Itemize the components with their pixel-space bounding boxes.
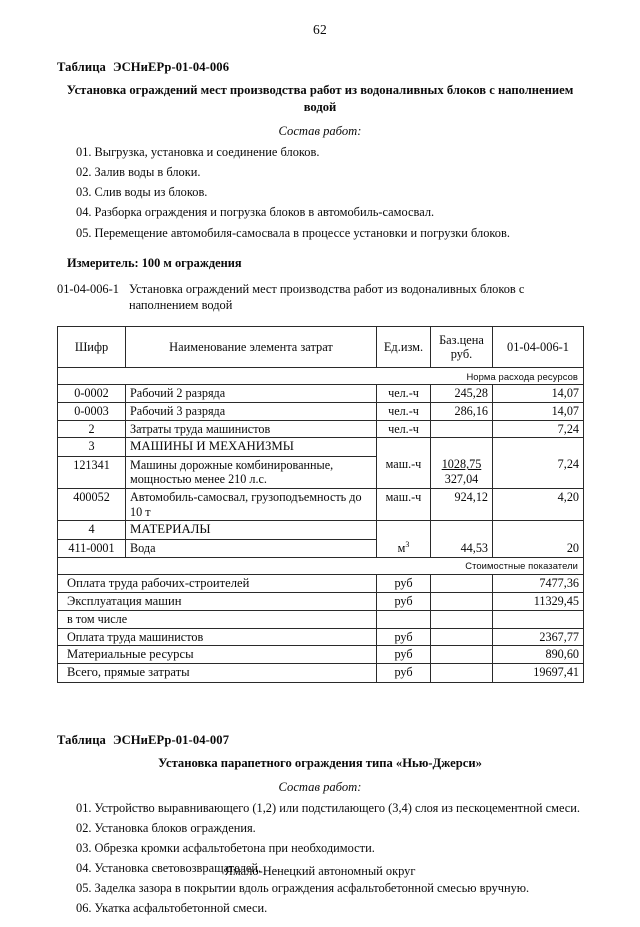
- cost-label: Материальные ресурсы: [58, 646, 377, 664]
- work-item: [76, 166, 583, 180]
- col-header-name: Наименование элемента затрат: [126, 327, 377, 368]
- work-number: 03.: [76, 185, 92, 200]
- cost-empty-cell: [431, 592, 493, 610]
- cell-unit: маш.-ч: [377, 489, 431, 521]
- cost-label: Оплата труда машинистов: [58, 628, 377, 646]
- cell-value: 14,07: [493, 385, 584, 403]
- cell-shifr: 411-0001: [58, 539, 126, 557]
- work-text: Установка блоков ограждения.: [94, 820, 256, 835]
- table-caption-2: [57, 733, 583, 748]
- work-text: Перемещение автомобиля-самосвала в процессе установки и погрузки блоков.: [94, 225, 510, 240]
- section-esnierr-01-04-007: [57, 733, 583, 916]
- work-number: 03.: [76, 840, 92, 855]
- cell-value: 7,24: [493, 420, 584, 438]
- cell-name: Рабочий 2 разряда: [126, 385, 377, 403]
- table-row: [58, 385, 584, 403]
- cost-row: [58, 592, 584, 610]
- band-row-cost: [58, 557, 584, 574]
- sostav-rabot-label-2: Состав работ:: [278, 779, 362, 794]
- work-item: [76, 227, 583, 241]
- cell-value: 7,24: [493, 456, 584, 488]
- work-text: Выгрузка, установка и соединение блоков.: [94, 145, 320, 159]
- work-text: Залив воды в блоки.: [94, 165, 201, 180]
- cell-unit: маш.-ч: [377, 456, 431, 488]
- col-header-price-line1: Баз.цена: [439, 332, 484, 347]
- cell-price: [431, 420, 493, 438]
- table-row: [58, 539, 584, 557]
- col-header-unit: Ед.изм.: [377, 327, 431, 368]
- table-row-section-header: [58, 438, 584, 456]
- cell-shifr: 0-0003: [58, 403, 126, 421]
- work-item: [76, 146, 583, 160]
- cost-empty-cell: [431, 646, 493, 664]
- document-page: [0, 22, 640, 927]
- cost-empty-cell: [431, 611, 493, 629]
- cell-name: Машины дорожные комбинированные, мощностью менее 210 л.с.: [126, 456, 377, 488]
- cell-shifr: 2: [58, 420, 126, 438]
- cell-name: МАТЕРИАЛЫ: [126, 521, 377, 539]
- norm-code: 01-04-006-1: [57, 282, 119, 297]
- table-caption-1: [57, 60, 583, 75]
- rates-table: [57, 326, 584, 682]
- cost-row: [58, 664, 584, 682]
- table-header-row: [58, 327, 584, 368]
- cell-unit: чел.-ч: [377, 403, 431, 421]
- band-label-cost: Стоимостные показатели: [58, 557, 584, 574]
- cost-value: 890,60: [493, 646, 584, 664]
- work-text: Заделка зазора в покрытии вдоль ограждения асфальтобетонной смесью вручную.: [94, 881, 530, 896]
- col-header-value: 01-04-006-1: [493, 327, 584, 368]
- cell-shifr: 121341: [58, 456, 126, 488]
- cost-row: [58, 574, 584, 592]
- cell-shifr: 3: [58, 438, 126, 456]
- work-number: 02.: [76, 165, 92, 180]
- sostav-rabot-label-1: Состав работ:: [278, 124, 362, 138]
- cost-empty-cell: [431, 664, 493, 682]
- cost-label: в том числе: [58, 611, 377, 629]
- cell-price-secondary: 327,04: [444, 471, 479, 486]
- work-number: 06.: [76, 901, 92, 916]
- cost-empty-cell: [431, 574, 493, 592]
- table-code-1: ЭСНиЕРр-01-04-006: [112, 60, 230, 74]
- band-label-resources: Норма расхода ресурсов: [58, 368, 584, 385]
- cell-unit: чел.-ч: [377, 420, 431, 438]
- rates-table-head: [58, 327, 584, 368]
- cell-shifr: 4: [58, 521, 126, 539]
- work-text: Разборка ограждения и погрузка блоков в автомобиль-самосвал.: [94, 205, 435, 220]
- cell-value: [493, 521, 584, 539]
- col-header-price: [431, 327, 493, 368]
- norm-line-1: [57, 281, 583, 313]
- cell-price: [431, 521, 493, 539]
- rates-table-body: [58, 368, 584, 682]
- cost-unit: руб: [377, 592, 431, 610]
- cost-unit: руб: [377, 628, 431, 646]
- cell-unit: $м^3$: [377, 539, 431, 557]
- izmeritel-label-1: Измеритель: 100 м ограждения: [67, 256, 242, 271]
- work-number: 04.: [76, 205, 92, 220]
- work-item: [76, 882, 583, 896]
- cell-price: 44,53: [431, 539, 493, 557]
- cell-name: Автомобиль-самосвал, грузоподъемность до 10 т: [126, 489, 377, 521]
- table-row: [58, 489, 584, 521]
- works-list-2: [57, 802, 583, 916]
- cell-name: Рабочий 3 разряда: [126, 403, 377, 421]
- cell-price: 245,28: [431, 385, 493, 403]
- cell-name: МАШИНЫ И МЕХАНИЗМЫ: [126, 438, 377, 456]
- cost-empty-cell: [431, 628, 493, 646]
- work-number: 01.: [76, 145, 92, 159]
- cell-value: 4,20: [493, 489, 584, 521]
- cell-price-primary: 1028,75: [441, 457, 482, 472]
- cell-value: 14,07: [493, 403, 584, 421]
- cell-name: Вода: [126, 539, 377, 557]
- table-title-1: Установка ограждений мест производства работ из водоналивных блоков с наполнением водой: [66, 83, 574, 114]
- work-text: Слив воды из блоков.: [94, 185, 208, 200]
- cost-unit: руб: [377, 664, 431, 682]
- work-text: Установка световозвращателей.: [94, 860, 262, 875]
- table-title-2: Установка парапетного ограждения типа «Нью-Джерси»: [158, 755, 482, 770]
- cost-unit: руб: [377, 574, 431, 592]
- cost-unit: [377, 611, 431, 629]
- cost-label: Эксплуатация машин: [58, 592, 377, 610]
- footer-region: Ямало-Ненецкий автономный округ: [224, 864, 416, 878]
- cost-row: [58, 611, 584, 629]
- work-item: [76, 802, 583, 816]
- work-text: Обрезка кромки асфальтобетона при необходимости.: [94, 840, 375, 855]
- cell-unit: чел.-ч: [377, 385, 431, 403]
- work-number: 04.: [76, 860, 92, 875]
- table-code-2: ЭСНиЕРр-01-04-007: [112, 732, 230, 747]
- cell-unit: [377, 438, 431, 456]
- section-esnierr-01-04-006: [57, 60, 583, 683]
- col-header-shifr: Шифр: [58, 327, 126, 368]
- cost-value: 11329,45: [493, 592, 584, 610]
- work-text: Устройство выравнивающего (1,2) или подстилающего (3,4) слоя из пескоцементной смеси.: [94, 800, 580, 815]
- cost-row: [58, 646, 584, 664]
- work-number: 05.: [76, 881, 92, 896]
- cell-price: 924,12: [431, 489, 493, 521]
- table-word-label: Таблица: [57, 732, 106, 747]
- norm-description: Установка ограждений мест производства работ из водоналивных блоков с наполнением водой: [128, 282, 525, 313]
- work-item: [76, 822, 583, 836]
- table-row: [58, 403, 584, 421]
- cell-name: Затраты труда машинистов: [126, 420, 377, 438]
- table-row: [58, 420, 584, 438]
- band-row-resources: [58, 368, 584, 385]
- work-item: [76, 902, 583, 916]
- work-text: Укатка асфальтобетонной смеси.: [94, 901, 268, 916]
- table-word-label: Таблица: [57, 60, 106, 74]
- table-row-section-header: [58, 521, 584, 539]
- cost-row: [58, 628, 584, 646]
- works-list-1: [57, 146, 583, 240]
- work-number: 05.: [76, 225, 92, 240]
- col-header-price-line2: руб.: [450, 347, 473, 362]
- cost-value: 19697,41: [493, 664, 584, 682]
- cost-unit: руб: [377, 646, 431, 664]
- cost-value: 7477,36: [493, 574, 584, 592]
- cell-price: [431, 438, 493, 456]
- work-number: 01.: [76, 800, 92, 815]
- cell-price: 286,16: [431, 403, 493, 421]
- cost-label: Всего, прямые затраты: [58, 664, 377, 682]
- work-number: 02.: [76, 820, 92, 835]
- cost-value: [493, 611, 584, 629]
- cost-value: 2367,77: [493, 628, 584, 646]
- cell-value: 20: [493, 539, 584, 557]
- page-number: 62: [313, 22, 327, 37]
- work-item: [76, 842, 583, 856]
- cell-price: [431, 456, 493, 488]
- table-row: [58, 456, 584, 488]
- cost-label: Оплата труда рабочих-строителей: [58, 574, 377, 592]
- cell-unit: [377, 521, 431, 539]
- cell-shifr: 0-0002: [58, 385, 126, 403]
- work-item: [76, 186, 583, 200]
- cell-value: [493, 438, 584, 456]
- work-item: [76, 206, 583, 220]
- cell-shifr: 400052: [58, 489, 126, 521]
